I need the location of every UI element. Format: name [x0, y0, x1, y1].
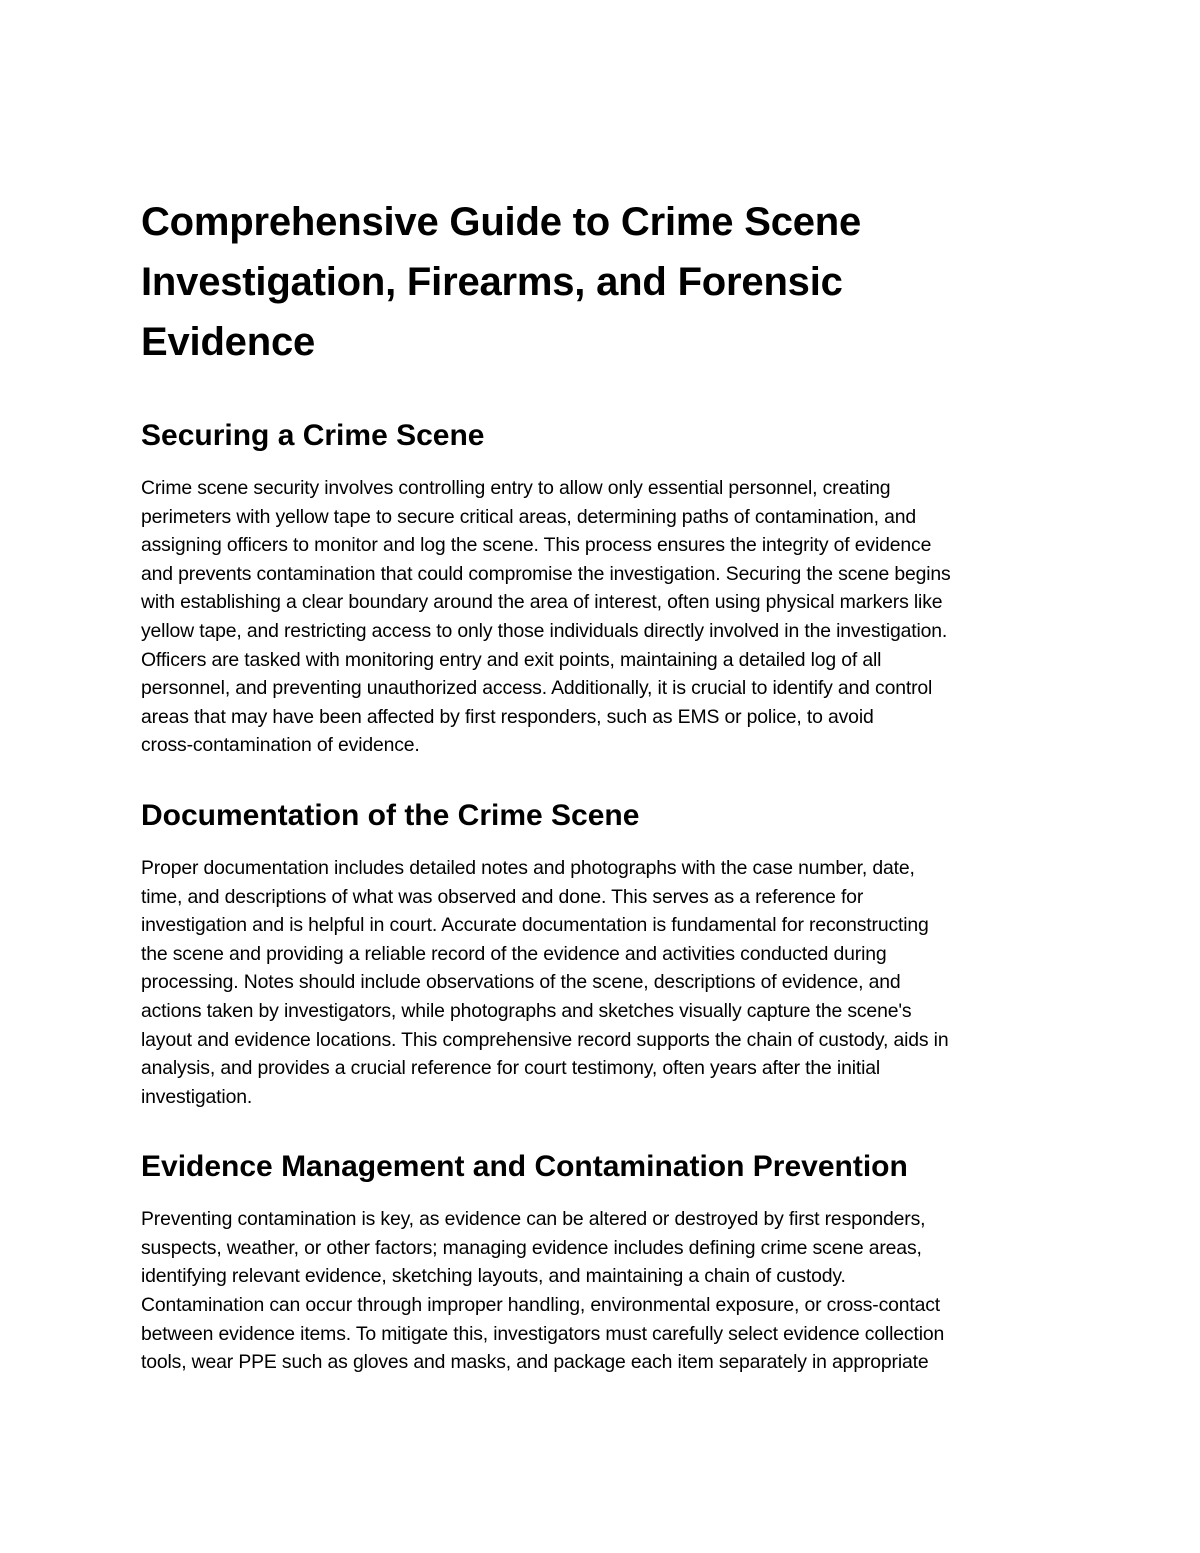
section-body-evidence-management: Preventing contamination is key, as evidence can be altered or destroyed by first responders, suspects, weather, or other factors; managing evidence includes defining crime scene areas, identifying relevant evidence, sketching layouts, and maintaining a chain of custody. Contamination can occur through improper handling, environmental exposure, or cross-contact between evidence items. To mitigate this, investigators must carefully select evidence collection tools, wear PPE such as gloves and masks, and package each item separately in appropriate: [141, 1208, 945, 1374]
section-body-securing: Crime scene security involves controlling entry to allow only essential personnel, creating perimeters with yellow tape to secure critical areas, determining paths of contamination, and assigning officers to monitor and log the scene. This process ensures the integrity of evidence and prevents contamination that could compromise the investigation. Securing the scene begins with establishing a clear boundary around the area of interest, often using physical markers like yellow tape, and restricting access to only those individuals directly involved in the investigation. Officers are tasked with monitoring entry and exit points, maintaining a detailed log of all personnel, and preventing unauthorized access. Additionally, it is crucial to identify and control areas that may have been affected by first responders, such as EMS or police, to avoid cross-contamination of evidence.: [141, 477, 951, 757]
document-title: Comprehensive Guide to Crime Scene Investigation, Firearms, and Forensic Evidence: [141, 200, 862, 364]
section-heading-securing: Securing a Crime Scene: [141, 419, 485, 452]
section-heading-evidence-management: Evidence Management and Contamination Prevention: [141, 1150, 908, 1184]
document-page: [141, 192, 1066, 1377]
section-body-documentation: Proper documentation includes detailed notes and photographs with the case number, date, time, and descriptions of what was observed and done. This serves as a reference for investigation and is helpful in court. Accurate documentation is fundamental for reconstructing the scene and providing a reliable record of the evidence and activities conducted during processing. Notes should include observations of the scene, descriptions of evidence, and actions taken by investigators, while photographs and sketches visually capture the scene's layout and evidence locations. This comprehensive record supports the chain of custody, aids in analysis, and provides a crucial reference for court testimony, often years after the initial investigation.: [141, 856, 949, 1108]
section-heading-documentation: Documentation of the Crime Scene: [141, 798, 640, 832]
